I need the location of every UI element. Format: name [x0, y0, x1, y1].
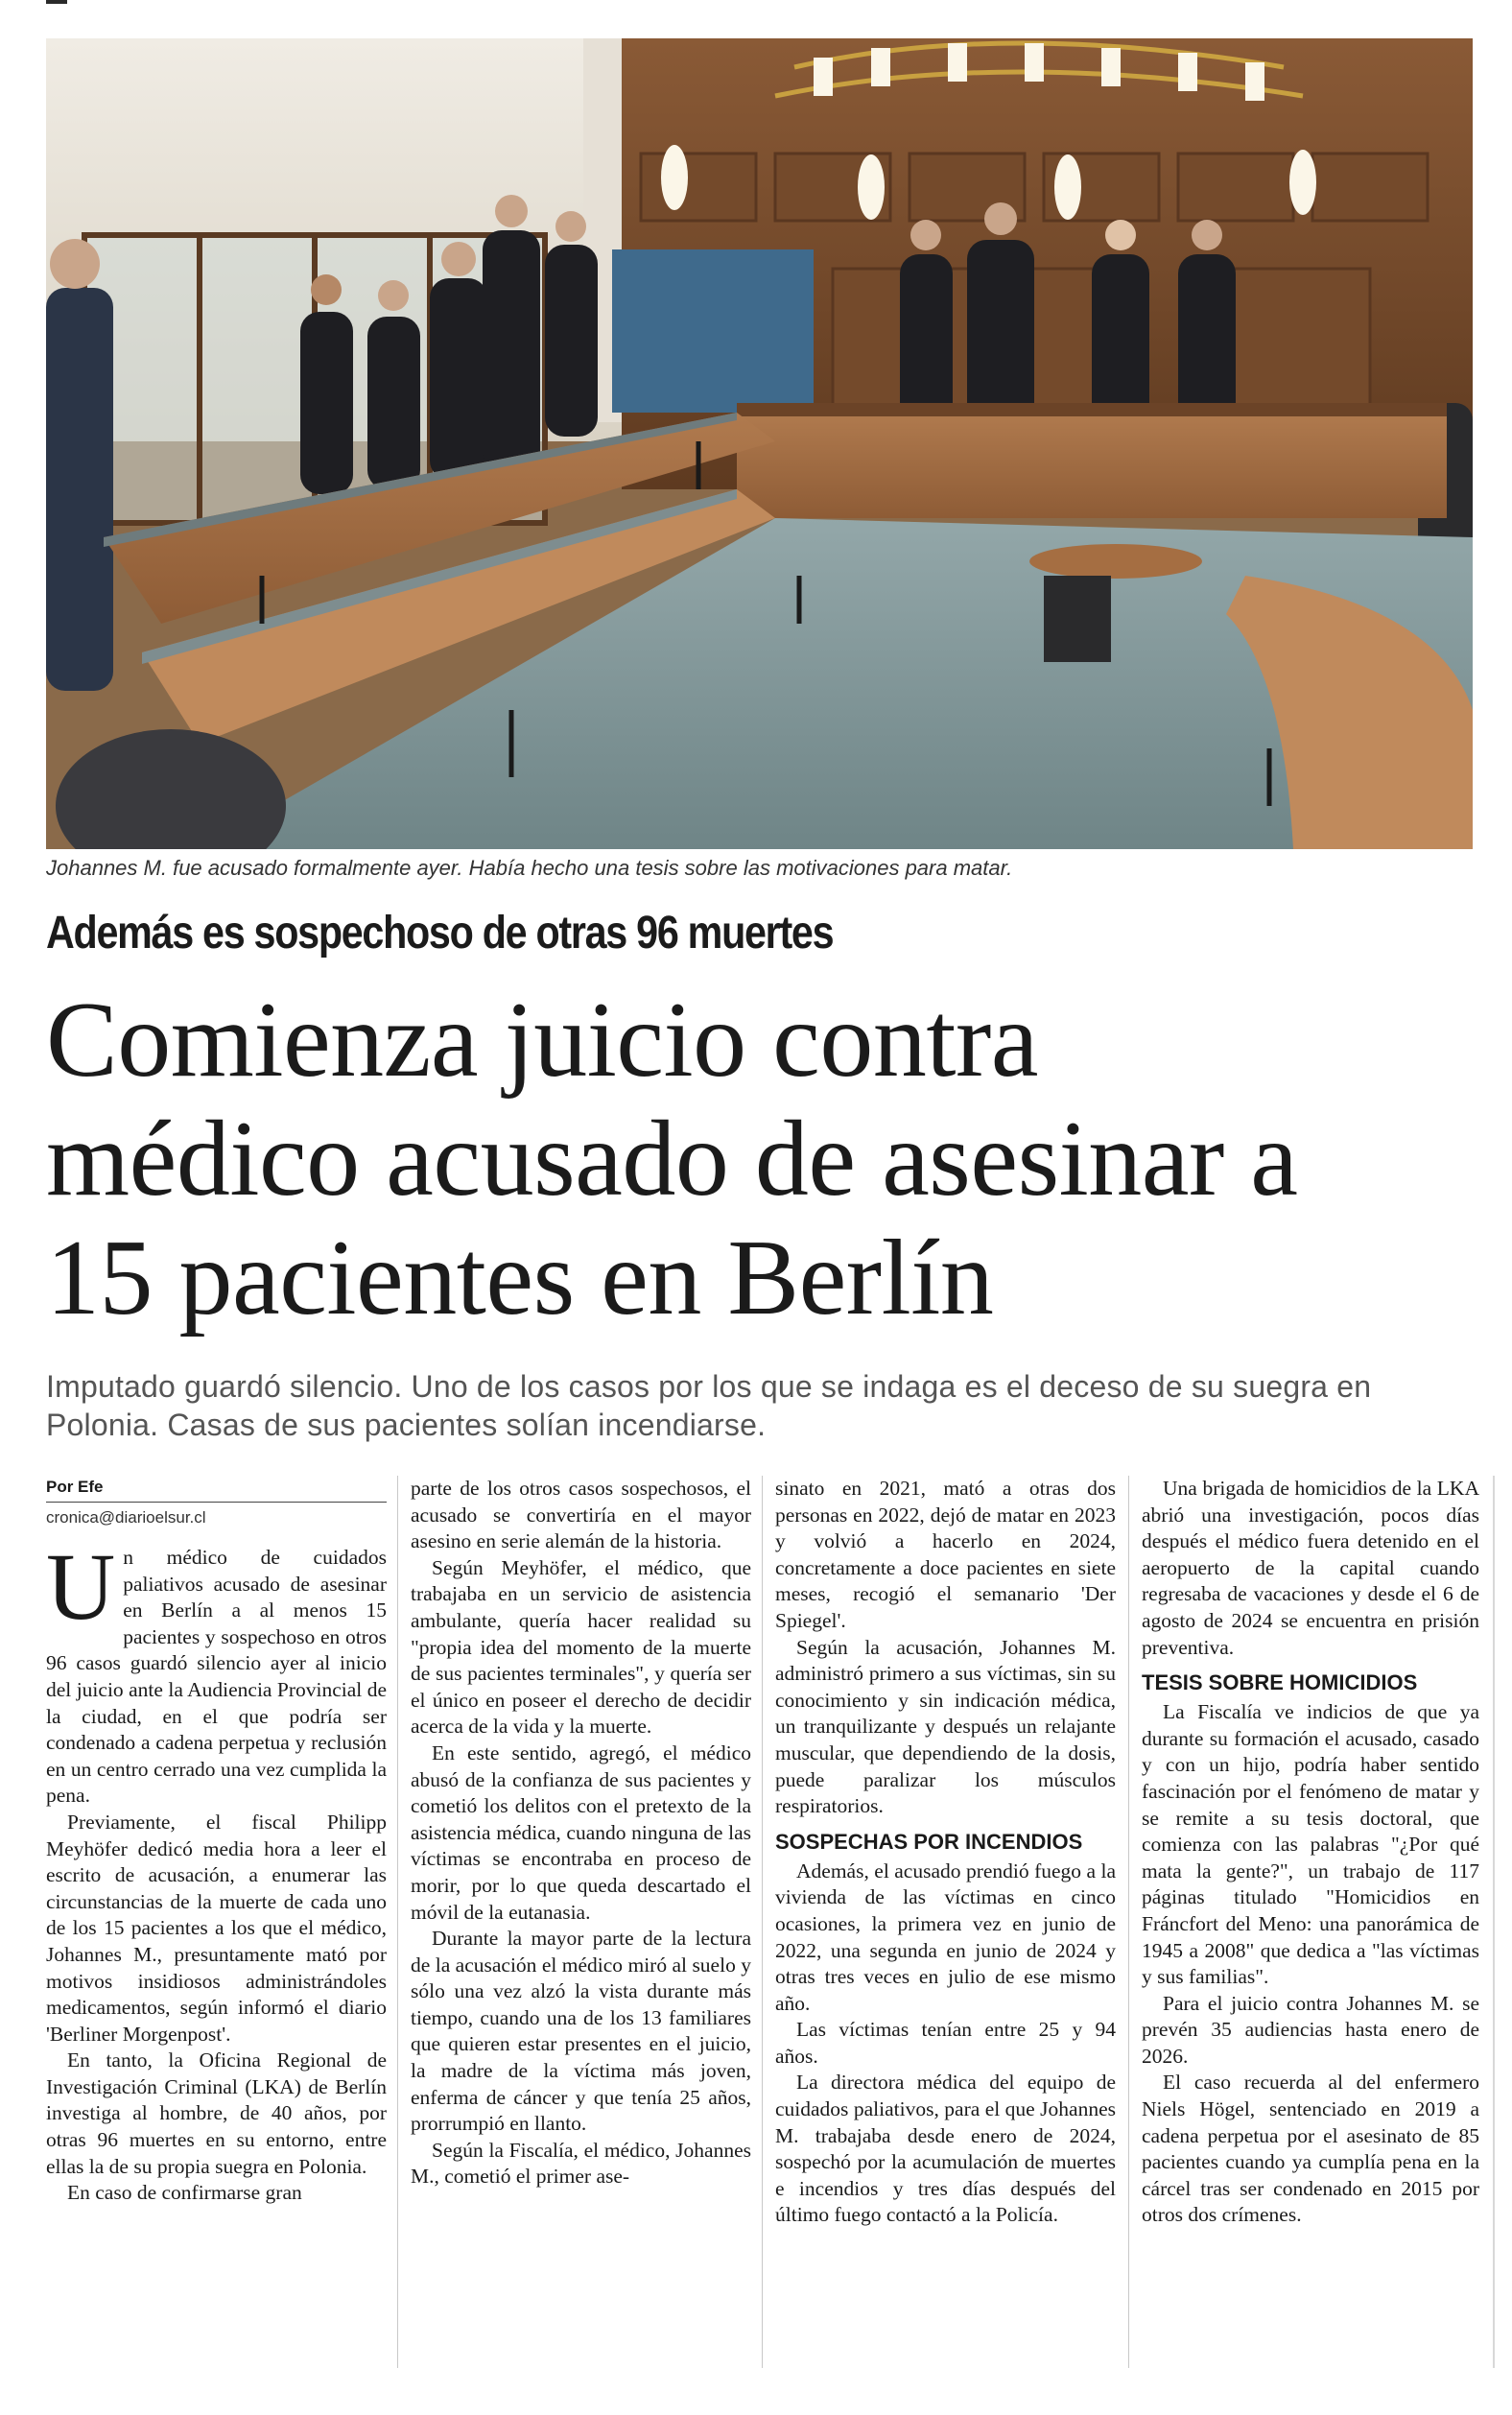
- courtroom-photo: [46, 38, 1473, 849]
- article-column-1: [46, 1476, 387, 2207]
- paragraph: La Fiscalía ve indicios de que ya durante su formación el acusado, casado y con un hijo, podría haber sentido fascinación por el fenómeno de matar y se remite a su tesis doctoral, que comienza con las palabras "¿Por qué mata la gente?", un trabajo de 117 páginas titulado "Homicidios en Fráncfort del Meno: una panorámica de 1945 a 2008" que dedica a "las víctimas y sus familias".: [1142, 1700, 1479, 1989]
- top-mark: [46, 0, 67, 4]
- byline-author: Por Efe: [46, 1476, 387, 1503]
- column-divider: [762, 1476, 763, 2368]
- paragraph: parte de los otros casos sospechosos, el acusado se convertiría en el mayor asesino en serie alemán de la historia.: [411, 1477, 751, 1553]
- paragraph-text: n médico de cuidados paliativos acusado de asesinar en Berlín a al menos 15 pacientes y sospechoso en otros 96 casos guardó silencio ayer al inicio del juicio ante la Audiencia Provincial de la ciudad, en el que podría ser condenado a cadena perpetua y reclusión en un centro cerrado una vez cumplida la pena.: [46, 1546, 387, 1808]
- column-divider: [397, 1476, 398, 2368]
- paragraph: Las víctimas tenían entre 25 y 94 años.: [775, 2018, 1116, 2068]
- headline-line-1: Comienza juicio contra: [46, 981, 1038, 1100]
- paragraph: En caso de confirmarse gran: [67, 2181, 302, 2205]
- dropcap: U: [46, 1533, 116, 1640]
- paragraph: [46, 1533, 387, 1810]
- top-rule: [0, 0, 1512, 6]
- paragraph: Además, el acusado prendió fuego a la vivienda de las víctimas en cinco ocasiones, la primera vez en junio de 2022, una segunda en junio de 2024 y otras tres veces en julio de ese mismo año.: [775, 1859, 1116, 2015]
- paragraph: Para el juicio contra Johannes M. se prevén 35 audiencias hasta enero de 2026.: [1142, 1991, 1479, 2068]
- paragraph: Durante la mayor parte de la lectura de la acusación el médico miró al suelo y sólo una vez alzó la vista durante más tiempo, cuando una de los 13 familiares que quieren estar presentes en el juicio, la madre de la víctima más joven, enferma de cáncer y que tenía 25 años, prorrumpió en llanto.: [411, 1927, 751, 2136]
- dek: Imputado guardó silencio. Uno de los casos por los que se indaga es el deceso de su suegra en Polonia. Casas de sus pacientes solían incendiarse.: [46, 1369, 1372, 1442]
- paragraph: En este sentido, agregó, el médico abusó de la confianza de sus pacientes y cometió los delitos con el pretexto de la asistencia médica, cuando ninguna de las víctimas se encontraba en proceso de morir, por lo que queda descartado el móvil de la eutanasia.: [411, 1740, 751, 1924]
- paragraph: Previamente, el fiscal Philipp Meyhöfer dedicó media hora a leer el escrito de acusación, a enumerar las circunstancias de la muerte de cada uno de los 15 pacientes a los que el médico, Johannes M., presuntamente mató por motivos insidiosos administrándoles medicamentos, según informó el diario 'Berliner Morgenpost'.: [46, 1810, 387, 2046]
- paragraph: Una brigada de homicidios de la LKA abrió una investigación, pocos días después el médico fuera detenido en el aeropuerto de la capital cuando regresaba de vacaciones y desde el 6 de agosto de 2024 se encuentra en prisión preventiva.: [1142, 1477, 1479, 1659]
- article-column-3: [775, 1476, 1116, 2229]
- paragraph: Según la acusación, Johannes M. administró primero a sus víctimas, sin su conocimiento y sin indicación médica, un tranquilizante y después un relajante muscular, que dependiendo de la dosis, puede paralizar los músculos respiratorios.: [775, 1635, 1116, 1818]
- headline-line-2: médico acusado de asesinar a: [46, 1100, 1298, 1219]
- kicker: Además es sospechoso de otras 96 muertes: [46, 908, 834, 959]
- article-column-4: [1142, 1476, 1479, 2229]
- right-edge-rule: [1493, 1476, 1495, 2368]
- paragraph: La directora médica del equipo de cuidados paliativos, para el que Johannes M. trabajaba desde enero de 2024, sospechó por la acumulación de muertes e incendios y tres días después del último fuego contactó a la Policía.: [775, 2071, 1116, 2227]
- photo-caption: Johannes M. fue acusado formalmente ayer. Había hecho una tesis sobre las motivaciones para matar.: [46, 856, 1013, 880]
- paragraph: El caso recuerda al del enfermero Niels Högel, sentenciado en 2019 a cadena perpetua por el asesinato de 85 pacientes cuando ya cumplía pena en la cárcel tras ser condenado en 2015 por otros dos crímenes.: [1142, 2071, 1479, 2227]
- article-column-2: [411, 1476, 751, 2190]
- paragraph: Según la Fiscalía, el médico, Johannes M., cometió el primer ase-: [411, 2138, 751, 2189]
- paragraph: En tanto, la Oficina Regional de Investigación Criminal (LKA) de Berlín investiga al hombre, de 40 años, por otras 96 muertes en su entorno, entre ellas la de su propia suegra en Polonia.: [46, 2048, 387, 2178]
- paragraph: sinato en 2021, mató a otras dos personas en 2022, dejó de matar en 2023 y volvió a hacerlo en 2024, concretamente a doce pacientes en siete meses, recogió el semanario 'Der Spiegel'.: [775, 1477, 1116, 1632]
- column-divider: [1128, 1476, 1129, 2368]
- byline-email: cronica@diarioelsur.cl: [46, 1508, 206, 1527]
- paragraph: Según Meyhöfer, el médico, que trabajaba en un servicio de asistencia ambulante, quería hacer realidad su "propia idea del momento de la muerte de sus pacientes terminales", y quería ser el único en poseer el derecho de decidir acerca de la vida y la muerte.: [411, 1555, 751, 1739]
- subhead-incendios: SOSPECHAS POR INCENDIOS: [775, 1829, 1083, 1854]
- headline: [46, 981, 1485, 1338]
- subhead-homicidios: TESIS SOBRE HOMICIDIOS: [1142, 1670, 1418, 1695]
- byline: [46, 1476, 387, 1529]
- courtroom-photo-icon: [46, 38, 1473, 849]
- headline-line-3: 15 pacientes en Berlín: [46, 1219, 994, 1338]
